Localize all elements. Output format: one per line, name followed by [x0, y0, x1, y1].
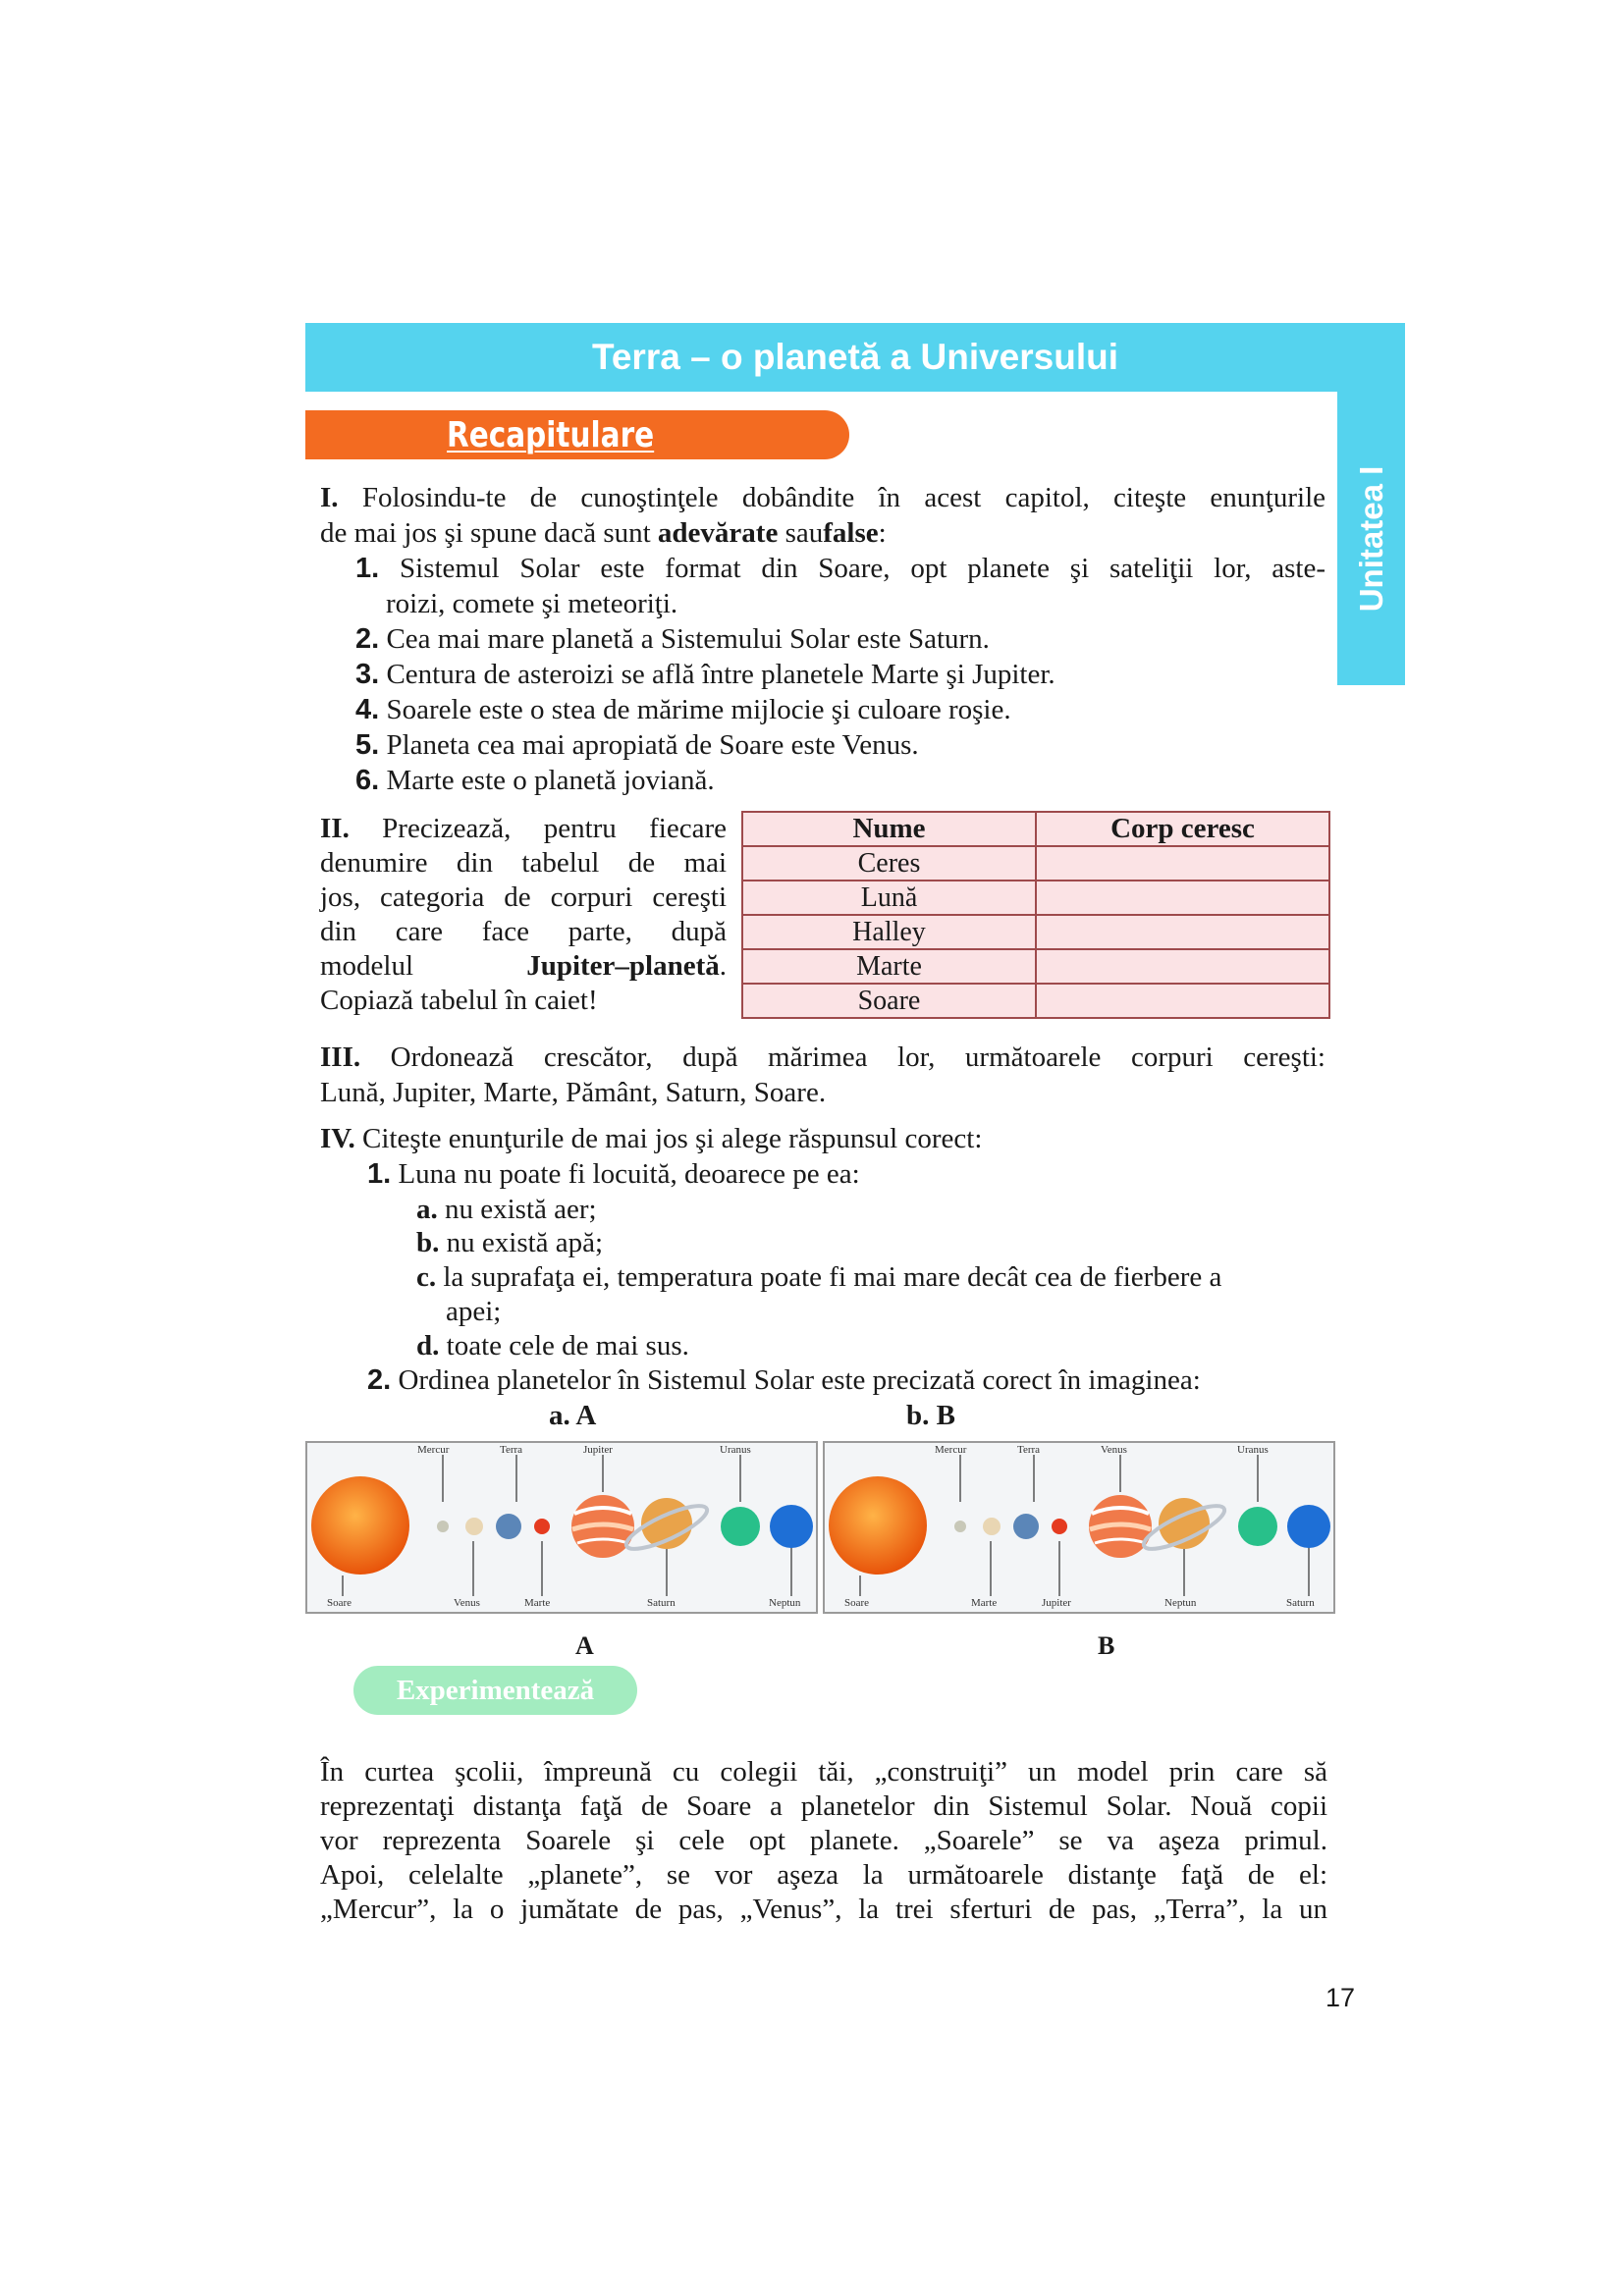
section4-intro-text: Citeşte enunţurile de mai jos şi alege răspunsul corect:: [362, 1123, 983, 1154]
neptune-icon: [770, 1505, 813, 1548]
earth-icon: [1013, 1514, 1039, 1539]
experiment-line-2: reprezentaţi distanţa faţă de Soare a planetelor din Sistemul Solar. Nouă copii: [320, 1790, 1327, 1822]
section2-text5: modelul: [320, 950, 414, 982]
label-top: Terra: [500, 1444, 523, 1456]
label-top: Uranus: [720, 1444, 751, 1456]
section1-item-6: [355, 763, 715, 798]
item-text: Planeta cea mai apropiată de Soare este Venus.: [386, 729, 919, 761]
section1-item-4: [355, 692, 1011, 727]
colon: :: [878, 517, 887, 549]
experiment-line-3: vor reprezenta Soarele şi cele opt planete. „Soarele” se va aşeza primul.: [320, 1825, 1327, 1856]
question-number: 1.: [367, 1158, 392, 1190]
label-bottom: Jupiter: [1042, 1597, 1071, 1609]
mars-icon: [1052, 1519, 1067, 1534]
chapter-title: Terra – o planetă a Universului: [592, 337, 1118, 377]
label-bottom: Saturn: [1286, 1597, 1315, 1609]
section3-text1: Ordonează crescător, după mărimea lor, următoarele corpuri cereşti:: [390, 1041, 1325, 1073]
earth-icon: [496, 1514, 521, 1539]
section2-text1: Precizează, pentru fiecare: [382, 813, 727, 844]
label-top: Terra: [1017, 1444, 1041, 1456]
uranus-icon: [1238, 1507, 1277, 1546]
answer-option-b: b. B: [906, 1400, 955, 1431]
label-bottom: Marte: [524, 1597, 551, 1609]
item-number: 2.: [355, 623, 380, 655]
figure-a-drawing: [307, 1443, 816, 1612]
section1-intro-line2: [320, 515, 887, 551]
section1-number: I.: [320, 482, 339, 513]
option-b: [416, 1225, 603, 1260]
item-number: 3.: [355, 659, 380, 690]
item-number: 1.: [355, 553, 380, 584]
item-number: 6.: [355, 765, 380, 796]
experiment-line-5: „Mercur”, la o jumătate de pas, „Venus”, la trei sferturi de pas, „Terra”, la un: [320, 1894, 1327, 1925]
table-cell-name: Ceres: [742, 846, 1036, 881]
label-top: Mercur: [417, 1444, 450, 1456]
table-cell-name: Marte: [742, 949, 1036, 984]
section1-item-3: [355, 657, 1055, 692]
label-bottom: Neptun: [769, 1597, 801, 1609]
option-key: c.: [416, 1261, 437, 1293]
page-number: 17: [1325, 1983, 1356, 2012]
question-text: Luna nu poate fi locuită, deoarece pe ea:: [398, 1158, 860, 1190]
question-text: Ordinea planetelor în Sistemul Solar este precizată corect în imaginea:: [398, 1364, 1201, 1396]
section2-line6: Copiază tabelul în caiet!: [320, 985, 598, 1016]
experiment-line-1: În curtea şcolii, împreună cu colegii tăi, „construiţi” un model prin care să: [320, 1756, 1327, 1788]
option-key: b.: [416, 1227, 440, 1258]
table-cell-name: Halley: [742, 915, 1036, 949]
section1-item-5: [355, 727, 919, 763]
unit-side-tab: [1337, 392, 1405, 685]
jupiter-icon: [571, 1495, 634, 1558]
item-text: Soarele este o stea de mărime mijlocie şi culoare roşie.: [386, 694, 1011, 725]
section2-line2: denumire din tabelul de mai: [320, 847, 727, 879]
option-text: nu există aer;: [445, 1194, 597, 1225]
solar-system-figure-a: [305, 1441, 818, 1614]
section1-intro-text2: de mai jos şi spune dacă sunt: [320, 517, 651, 549]
option-c: [416, 1259, 1221, 1295]
experiment-line-4: Apoi, celelalte „planete”, se vor aşeza la următoarele distanţe faţă de el:: [320, 1859, 1327, 1891]
word-false: false: [823, 517, 879, 549]
label-bottom: Neptun: [1164, 1597, 1197, 1609]
answer-option-a: a. A: [549, 1400, 597, 1431]
table-cell-name: Soare: [742, 984, 1036, 1018]
option-a: [416, 1192, 597, 1227]
table-cell-category: [1036, 881, 1329, 915]
option-d: [416, 1328, 689, 1363]
mercury-icon: [437, 1521, 449, 1532]
table-cell-category: [1036, 949, 1329, 984]
solar-system-figure-b: [823, 1441, 1335, 1614]
table-header-row: [742, 812, 1329, 846]
saturn-icon: [1139, 1498, 1229, 1557]
option-key: d.: [416, 1330, 440, 1362]
venus-icon: [465, 1518, 483, 1535]
section2-line1: [320, 811, 727, 846]
table-row: [742, 846, 1329, 881]
table-row: [742, 881, 1329, 915]
table-row: [742, 984, 1329, 1018]
word-sau: sau: [784, 517, 824, 549]
item-number: 5.: [355, 729, 380, 761]
jupiter-icon: [1089, 1495, 1152, 1558]
section4-number: IV.: [320, 1123, 355, 1154]
saturn-icon: [622, 1498, 712, 1557]
section2-number: II.: [320, 813, 350, 844]
neptune-icon: [1287, 1505, 1330, 1548]
venus-icon: [983, 1518, 1001, 1535]
question-number: 2.: [367, 1364, 392, 1396]
option-text: nu există apă;: [446, 1227, 604, 1258]
label-top: Jupiter: [583, 1444, 613, 1456]
label-top: Uranus: [1237, 1444, 1269, 1456]
table-row: [742, 915, 1329, 949]
table-header-category: Corp ceresc: [1036, 812, 1329, 846]
sun-icon: [311, 1476, 409, 1575]
label-bottom: Venus: [454, 1597, 480, 1609]
section3-number: III.: [320, 1041, 361, 1073]
section1-item-1-cont: roizi, comete şi meteoriţi.: [386, 588, 678, 619]
label-bottom: Soare: [844, 1597, 870, 1609]
section1-item-2: [355, 621, 990, 657]
section2-line5: [320, 948, 727, 984]
figure-b-caption: B: [1098, 1631, 1115, 1660]
option-text: la suprafaţa ei, temperatura poate fi mai mare decât cea de fierbere a: [443, 1261, 1222, 1293]
table-cell-name: Lună: [742, 881, 1036, 915]
item-number: 4.: [355, 694, 380, 725]
figure-b-drawing: [825, 1443, 1333, 1612]
label-bottom: Soare: [327, 1597, 352, 1609]
celestial-bodies-table: [741, 811, 1330, 1019]
unit-label: Unitatea I: [1352, 465, 1389, 612]
experiment-label: Experimentează: [353, 1666, 637, 1715]
label-bottom: Saturn: [647, 1597, 676, 1609]
section4-intro: [320, 1121, 982, 1156]
label-top: Venus: [1101, 1444, 1127, 1456]
period: .: [719, 950, 727, 982]
word-adevarate: adevărate: [657, 517, 779, 549]
chapter-title-band: [305, 323, 1405, 392]
label-bottom: Marte: [971, 1597, 998, 1609]
option-text: toate cele de mai sus.: [446, 1330, 689, 1362]
option-c-cont: apei;: [446, 1296, 502, 1327]
section3-line2: Lună, Jupiter, Marte, Pământ, Saturn, Soare.: [320, 1077, 827, 1108]
section-banner-label: Recapitulare: [447, 415, 655, 455]
section1-intro-line1: [320, 480, 1325, 515]
figure-a-caption: A: [575, 1631, 594, 1660]
option-key: a.: [416, 1194, 438, 1225]
item-text: Marte este o planetă joviană.: [386, 765, 715, 796]
sun-icon: [829, 1476, 927, 1575]
item-text: Sistemul Solar este format din Soare, opt planete şi sateliţii lor, aste-: [400, 553, 1326, 584]
table-header-name: Nume: [742, 812, 1036, 846]
table-cell-category: [1036, 915, 1329, 949]
uranus-icon: [721, 1507, 760, 1546]
model-example: Jupiter–planetă: [526, 950, 720, 982]
question-2: [367, 1362, 1201, 1398]
section1-item-1: [355, 551, 1325, 586]
question-1: [367, 1156, 860, 1192]
section-banner: [305, 410, 849, 459]
item-text: Centura de asteroizi se află între planetele Marte şi Jupiter.: [386, 659, 1055, 690]
mars-icon: [534, 1519, 550, 1534]
table-row: [742, 949, 1329, 984]
section2-line3: jos, categoria de corpuri cereşti: [320, 881, 727, 913]
label-top: Mercur: [935, 1444, 967, 1456]
mercury-icon: [954, 1521, 966, 1532]
section2-line4: din care face parte, după: [320, 916, 727, 947]
section3-line1: [320, 1040, 1325, 1075]
section1-intro-text1: Folosindu-te de cunoştinţele dobândite în acest capitol, citeşte enunţurile: [361, 482, 1325, 513]
item-text: Cea mai mare planetă a Sistemului Solar este Saturn.: [386, 623, 990, 655]
table-cell-category: [1036, 984, 1329, 1018]
table-cell-category: [1036, 846, 1329, 881]
